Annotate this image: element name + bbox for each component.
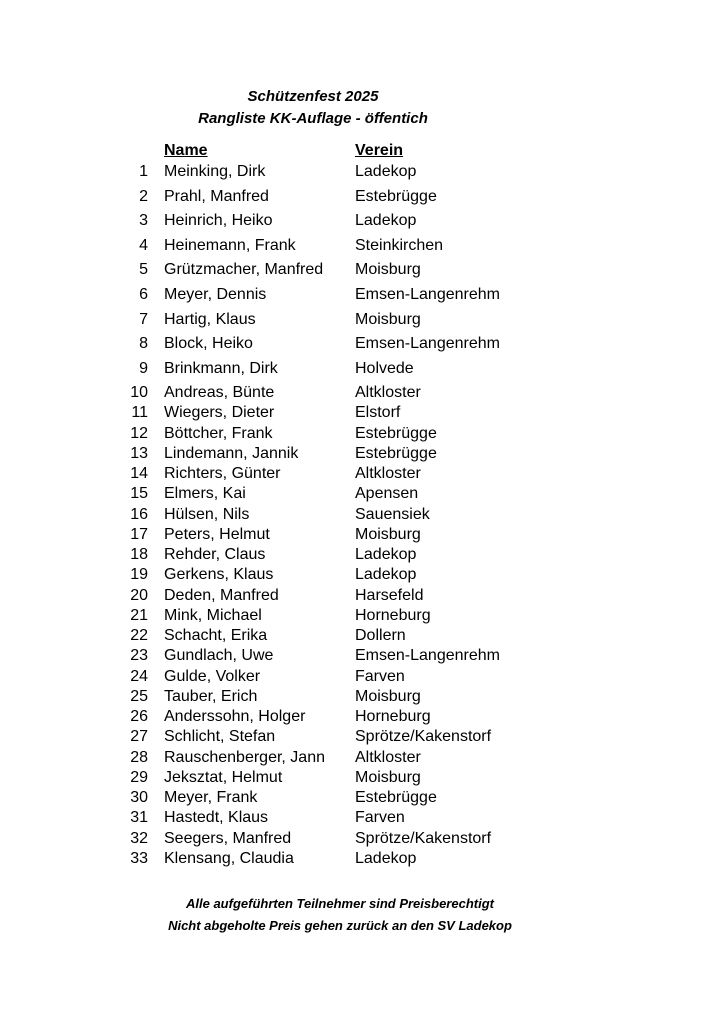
name-cell: Hastedt, Klaus [164, 809, 269, 826]
name-cell: Anderssohn, Holger [164, 708, 306, 725]
name-cell: Meinking, Dirk [164, 163, 266, 180]
rank-cell: 18 [130, 546, 148, 563]
club-cell: Horneburg [355, 708, 431, 725]
name-cell: Deden, Manfred [164, 587, 279, 604]
rank-cell: 16 [130, 506, 148, 523]
rank-cell: 11 [131, 404, 148, 421]
club-cell: Sauensiek [355, 506, 430, 523]
club-cell: Altkloster [355, 384, 421, 401]
name-cell: Brinkmann, Dirk [164, 360, 278, 377]
name-cell: Rauschenberger, Jann [164, 749, 325, 766]
rank-cell: 20 [130, 587, 148, 604]
footer-note-unclaimed: Nicht abgeholte Preis gehen zurück an den SV Ladekop [168, 918, 512, 933]
name-cell: Wiegers, Dieter [164, 404, 275, 421]
club-cell: Moisburg [355, 311, 421, 328]
name-cell: Prahl, Manfred [164, 188, 269, 205]
name-cell: Gundlach, Uwe [164, 647, 274, 664]
club-cell: Harsefeld [355, 587, 424, 604]
rank-cell: 3 [139, 212, 148, 229]
name-cell: Meyer, Dennis [164, 286, 267, 303]
name-cell: Hülsen, Nils [164, 506, 250, 523]
rank-cell: 10 [130, 384, 148, 401]
rank-cell: 9 [139, 360, 148, 377]
rank-cell: 24 [130, 668, 148, 685]
rank-cell: 7 [139, 311, 148, 328]
club-cell: Estebrügge [355, 425, 437, 442]
rank-cell: 6 [139, 286, 148, 303]
rank-cell: 4 [139, 237, 148, 254]
name-cell: Andreas, Bünte [164, 384, 275, 401]
name-cell: Peters, Helmut [164, 526, 270, 543]
rank-cell: 5 [139, 261, 148, 278]
name-cell: Jeksztat, Helmut [164, 769, 283, 786]
name-cell: Tauber, Erich [164, 688, 258, 705]
club-cell: Moisburg [355, 688, 421, 705]
club-cell: Elstorf [355, 404, 401, 421]
club-cell: Horneburg [355, 607, 431, 624]
club-cell: Estebrügge [355, 188, 437, 205]
club-cell: Moisburg [355, 526, 421, 543]
club-cell: Sprötze/Kakenstorf [355, 728, 492, 745]
rank-cell: 12 [130, 425, 148, 442]
club-cell: Farven [355, 809, 405, 826]
rank-cell: 27 [130, 728, 148, 745]
rank-cell: 29 [130, 769, 148, 786]
rank-cell: 30 [130, 789, 148, 806]
club-cell: Altkloster [355, 749, 421, 766]
rank-cell: 26 [130, 708, 148, 725]
name-cell: Schlicht, Stefan [164, 728, 276, 745]
rank-cell: 33 [130, 850, 148, 867]
name-cell: Elmers, Kai [164, 485, 246, 502]
name-cell: Seegers, Manfred [164, 830, 292, 847]
club-cell: Moisburg [355, 261, 421, 278]
rank-cell: 23 [130, 647, 148, 664]
club-cell: Emsen-Langenrehm [355, 647, 500, 664]
club-cell: Ladekop [355, 850, 417, 867]
page-subtitle: Rangliste KK-Auflage - öffentich [198, 110, 428, 127]
name-cell: Hartig, Klaus [164, 311, 256, 328]
name-cell: Gerkens, Klaus [164, 566, 274, 583]
rank-cell: 31 [130, 809, 148, 826]
rank-cell: 22 [130, 627, 148, 644]
club-cell: Farven [355, 668, 405, 685]
name-cell: Heinrich, Heiko [164, 212, 273, 229]
club-cell: Steinkirchen [355, 237, 444, 254]
name-cell: Richters, Günter [164, 465, 281, 482]
name-cell: Rehder, Claus [164, 546, 266, 563]
rank-cell: 25 [130, 688, 148, 705]
name-cell: Gulde, Volker [164, 668, 261, 685]
rank-cell: 17 [130, 526, 148, 543]
rank-cell: 21 [130, 607, 148, 624]
name-cell: Klensang, Claudia [164, 850, 294, 867]
column-header-club: Verein [355, 142, 404, 159]
rank-cell: 14 [130, 465, 148, 482]
name-cell: Heinemann, Frank [164, 237, 296, 254]
rank-cell: 32 [130, 830, 148, 847]
page-title: Schützenfest 2025 [247, 88, 379, 105]
club-cell: Estebrügge [355, 789, 437, 806]
club-cell: Sprötze/Kakenstorf [355, 830, 492, 847]
rank-cell: 13 [130, 445, 148, 462]
name-cell: Meyer, Frank [164, 789, 258, 806]
club-cell: Emsen-Langenrehm [355, 286, 500, 303]
column-header-name: Name [164, 142, 208, 159]
rank-cell: 19 [130, 566, 148, 583]
club-cell: Dollern [355, 627, 406, 644]
rank-cell: 15 [130, 485, 148, 502]
name-cell: Mink, Michael [164, 607, 262, 624]
rank-cell: 28 [130, 749, 148, 766]
name-cell: Böttcher, Frank [164, 425, 273, 442]
rank-cell: 8 [139, 335, 148, 352]
club-cell: Moisburg [355, 769, 421, 786]
name-cell: Lindemann, Jannik [164, 445, 299, 462]
rank-cell: 1 [139, 163, 148, 180]
club-cell: Apensen [355, 485, 419, 502]
club-cell: Ladekop [355, 163, 417, 180]
name-cell: Schacht, Erika [164, 627, 268, 644]
name-cell: Block, Heiko [164, 335, 253, 352]
club-cell: Altkloster [355, 465, 421, 482]
footer-note-eligibility: Alle aufgeführten Teilnehmer sind Preisberechtigt [186, 896, 494, 911]
club-cell: Ladekop [355, 212, 417, 229]
name-cell: Grützmacher, Manfred [164, 261, 324, 278]
club-cell: Emsen-Langenrehm [355, 335, 500, 352]
club-cell: Ladekop [355, 566, 417, 583]
club-cell: Ladekop [355, 546, 417, 563]
rank-cell: 2 [139, 188, 148, 205]
club-cell: Holvede [355, 360, 414, 377]
club-cell: Estebrügge [355, 445, 437, 462]
